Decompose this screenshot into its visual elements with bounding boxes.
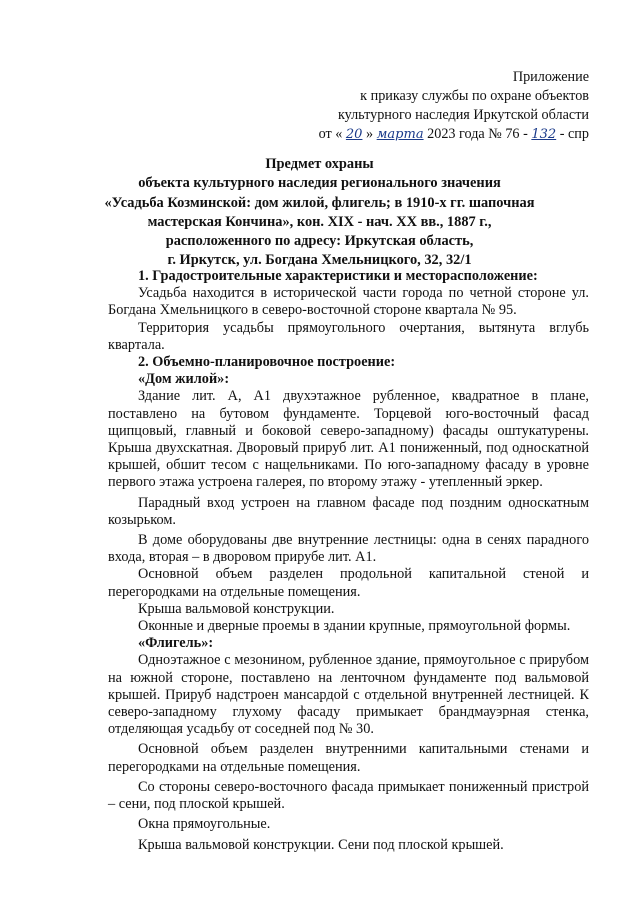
paragraph: Парадный вход устроен на главном фасаде под поздним односкатным козырьком. [108,494,589,528]
paragraph: Крыша вальмовой конструкции. [138,600,335,617]
paragraph: Одноэтажное с мезонином, рубленное здание, прямоугольное с прирубом на южной стороне, поставлено на ленточном фундаменте под вальмовой крышей. Прируб надстроен мансардой с отдельной внутренней лестницей. К северо-западному глухому фасаду примыкает брандмауэрная стенка, отделяющая усадьбу от соседней под № 30. [108,652,589,738]
paragraph: Основной объем разделен внутренними капитальными стенами и перегородками на отдельные помещения. [108,741,589,775]
section-heading: 1. Градостроительные характеристики и месторасположение: [138,268,538,284]
paragraph: В доме оборудованы две внутренние лестницы: одна в сенях парадного входа, вторая – в дворовом прирубе лит. А1. [108,532,589,566]
title-line: «Усадьба Козминской: дом жилой, флигель; в 1910-х гг. шапочная [104,194,535,211]
issuing-authority: культурного наследия Иркутской области [337,107,589,123]
handwritten-day: 20 [345,127,363,142]
section-heading: 2. Объемно-планировочное построение: [138,354,396,371]
handwritten-order-number: 132 [531,127,557,142]
order-date-line: от « 20 » марта 2023 года № 76 - 132 - спр [318,126,589,142]
paragraph: Основной объем разделен продольной капитальной стеной и перегородками на отдельные помещения. [108,566,589,600]
title-line: г. Иркутск, ул. Богдана Хмельницкого, 32, 32/1 [167,252,472,269]
paragraph: Окна прямоугольные. [138,816,271,833]
title-line: объекта культурного наследия регионального значения [138,175,501,192]
title-line: Предмет охраны [265,156,374,172]
paragraph: Здание лит. А, А1 двухэтажное рубленное, квадратное в плане, поставлено на бутовом фундаменте. Торцевой юго-восточный фасад щипцовый, главный и боковой северо-западному) фасады оштукатурены. Крыша двухскатная. Дворовый прируб лит. А1 пониженный, под односкатной крышей, обшит тесом с нащельниками. По юго-западному фасаду в уровне первого этажа устроена галерея, по второму этажу - утепленный эркер. [108,388,589,491]
paragraph: Территория усадьбы прямоугольного очертания, вытянута вглубь квартала. [108,319,589,353]
paragraph: Крыша вальмовой конструкции. Сени под плоской крышей. [138,836,504,853]
paragraph: Оконные и дверные проемы в здании крупные, прямоугольной формы. [138,618,571,635]
subsection-heading: «Дом жилой»: [138,371,230,388]
document-title [0,155,639,271]
paragraph: Со стороны северо-восточного фасада примыкает пониженный пристрой – сени, под плоской крышей. [108,778,589,813]
order-reference: к приказу службы по охране объектов [360,88,589,104]
handwritten-month: марта [376,127,424,142]
title-line: мастерская Кончина», кон. XIX - нач. XX вв., 1887 г., [147,213,492,230]
document-body [108,268,589,854]
paragraph: Усадьба находится в исторической части города по четной стороне ул. Богдана Хмельницкого в северо-восточной стороне квартала № 95. [108,285,589,319]
title-line: расположенного по адресу: Иркутская область, [165,233,474,250]
subsection-heading: «Флигель»: [138,635,214,652]
appendix-header [319,68,589,144]
appendix-label: Приложение [512,69,589,85]
